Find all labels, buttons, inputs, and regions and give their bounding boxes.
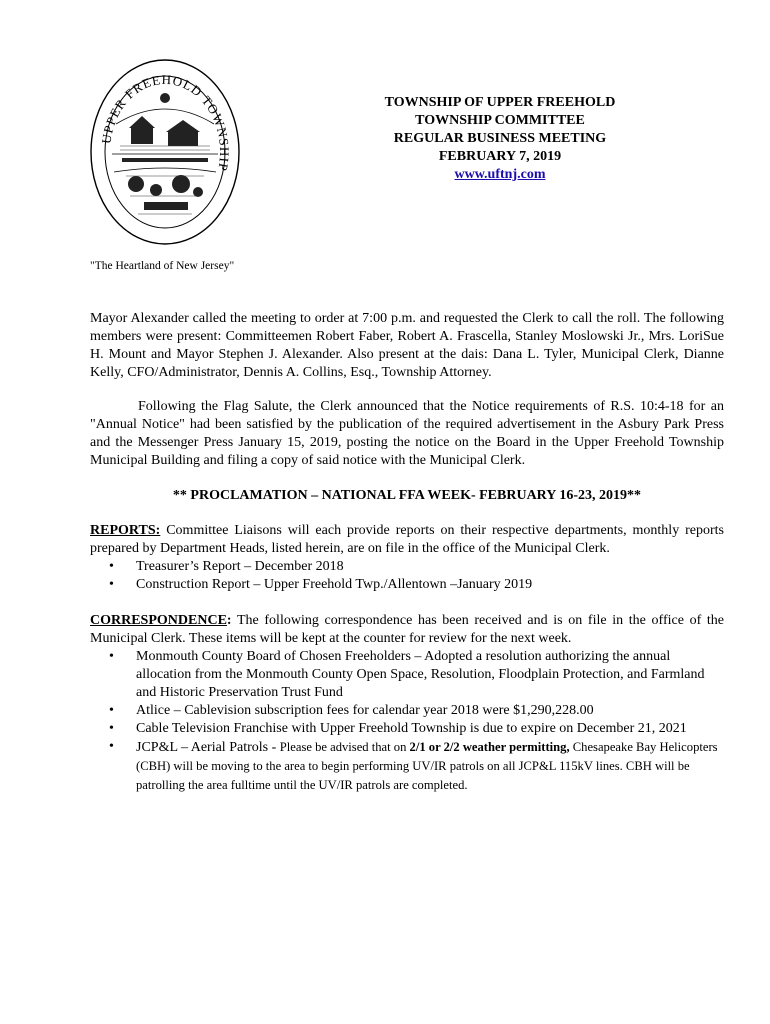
proclamation-heading: ** PROCLAMATION – NATIONAL FFA WEEK- FEBRUARY 16-23, 2019** [172, 488, 642, 503]
reports-intro: Committee Liaisons will each provide reports on their respective departments, monthly reports prepared by Department Heads, listed herein, are on file in the office of the Municipal Clerk. [90, 523, 724, 556]
reports-list [90, 558, 724, 594]
correspondence-colon: : [226, 613, 232, 628]
list-item: • Atlice – Cablevision subscription fees for calendar year 2018 were $1,290,228.00 [136, 702, 724, 720]
header-committee: TOWNSHIP COMMITTEE [415, 113, 585, 128]
jcpl-lead: JCP&L – Aerial Patrols - [136, 740, 280, 755]
header-meeting-type: REGULAR BUSINESS MEETING [393, 131, 607, 146]
list-item: • Monmouth County Board of Chosen Freeholders – Adopted a resolution authorizing the annual allocation from the Monmouth County Open Space, Resolution, Floodplain Protection, and Farmland and Historic Preservation Trust Fund [136, 648, 724, 702]
reports-section [90, 522, 724, 594]
document-header [330, 94, 670, 184]
correspondence-intro: The following correspondence has been received and is on file in the office of the Municipal Clerk. These items will be kept at the counter for review for the next week. [90, 613, 724, 646]
list-item: • Cable Television Franchise with Upper Freehold Township is due to expire on December 21, 2021 [136, 720, 724, 738]
flag-salute-paragraph: Following the Flag Salute, the Clerk announced that the Notice requirements of R.S. 10:4-18 for an "Annual Notice" had been satisfied by the publication of the required advertisement in the Asbury Park Press and the Messenger Press January 15, 2019, posting the notice on the Board in the Upper Freehold Township Municipal Building and filing a copy of said notice with the Municipal Clerk. [90, 399, 724, 468]
tagline: "The Heartland of New Jersey" [90, 260, 235, 272]
jcpl-text-1: Please be advised that on [279, 740, 410, 754]
header-township: TOWNSHIP OF UPPER FREEHOLD [384, 95, 616, 110]
jcpl-text-2: Chesapeake Bay Helicopters (CBH) will be moving to the area to begin performing UV/IR patrols on all JCP&L 115kV lines. CBH will be patrolling the area fulltime until the UV/IR patrols are completed. [136, 740, 718, 792]
list-item: • Construction Report – Upper Freehold Twp./Allentown –January 2019 [136, 576, 724, 594]
reports-title: REPORTS: [90, 523, 161, 538]
township-seal-image [86, 54, 244, 250]
call-to-order-paragraph: Mayor Alexander called the meeting to order at 7:00 p.m. and requested the Clerk to call the roll. The following members were present: Committeemen Robert Faber, Robert A. Frascella, Stanley Moslowski Jr., Mrs. LoriSue H. Mount and Mayor Stephen J. Alexander. Also present at the dais: Dana L. Tyler, Municipal Clerk, Dianne Kelly, CFO/Administrator, Dennis A. Collins, Esq., Township Attorney. [90, 311, 724, 380]
list-item-jcpl [136, 738, 724, 795]
header-date: FEBRUARY 7, 2019 [438, 149, 562, 164]
seal-ring-text: UPPER FREEHOLD TOWNSHIP [98, 71, 233, 173]
correspondence-section [90, 612, 724, 795]
list-item: • Treasurer’s Report – December 2018 [136, 558, 724, 576]
correspondence-list [90, 648, 724, 795]
jcpl-bold: 2/1 or 2/2 weather permitting, [409, 740, 570, 754]
website-link[interactable]: www.uftnj.com [454, 167, 546, 182]
correspondence-title: CORRESPONDENCE [90, 613, 227, 628]
